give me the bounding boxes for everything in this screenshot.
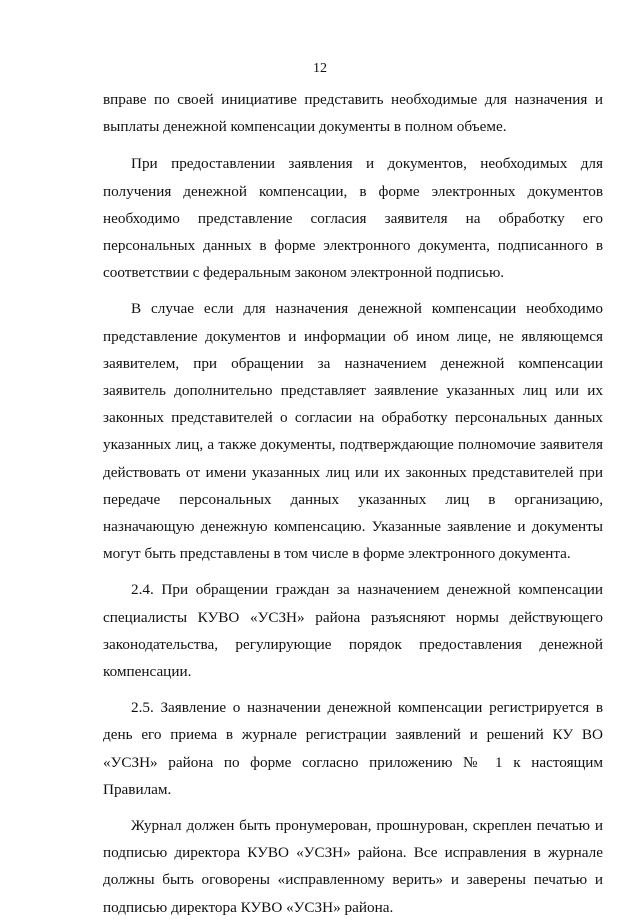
paragraph-clause-2-4: 2.4. При обращении граждан за назначением денежной компенсации специалисты КУВО «УСЗН» района разъясняют нормы действующего законодательства, регулирующие порядок предоставления денежной компенсации. — [103, 581, 603, 681]
paragraph-journal: Журнал должен быть пронумерован, прошнурован, скреплен печатью и подписью директора КУВО «УСЗН» района. Все исправления в журнале должны быть оговорены «исправленному верить» и заверены печатью и подписью директора КУВО «УСЗН» района. — [103, 817, 603, 916]
paragraph-electronic-documents: При предоставлении заявления и документов, необходимых для получения денежной компенсации, в форме электронных документов необходимо представление согласия заявителя на обработку его персональных данных в форме электронного документа, подписанного в соответствии с федеральным законом электронной подписью. — [103, 155, 603, 282]
paragraph-clause-2-5: 2.5. Заявление о назначении денежной компенсации регистрируется в день его приема в журнале регистрации заявлений и решений КУ ВО «УСЗН» района по форме согласно приложению № 1 к настоящим Правилам. — [103, 699, 603, 798]
paragraph-continuation: вправе по своей инициативе представить необходимые для назначения и выплаты денежной компенсации документы в полном объеме. — [103, 91, 603, 136]
paragraph-other-person-consent: В случае если для назначения денежной компенсации необходимо представление документов и информации об ином лице, не являющемся заявителем, при обращении за назначением денежной компенсации заявитель дополнительно представляет заявление указанных лиц или их законных представителей о согласии на обработку персональных данных указанных лиц, а также документы, подтверждающие полномочие заявителя действовать от имени указанных лиц или их законных представителей при передаче персональных данных указанных лиц в организацию, назначающую денежную компенсацию. Указанные заявление и документы могут быть представлены в том числе в форме электронного документа. — [103, 300, 603, 563]
document-body — [103, 86, 603, 921]
page-number: 12 — [313, 61, 327, 76]
